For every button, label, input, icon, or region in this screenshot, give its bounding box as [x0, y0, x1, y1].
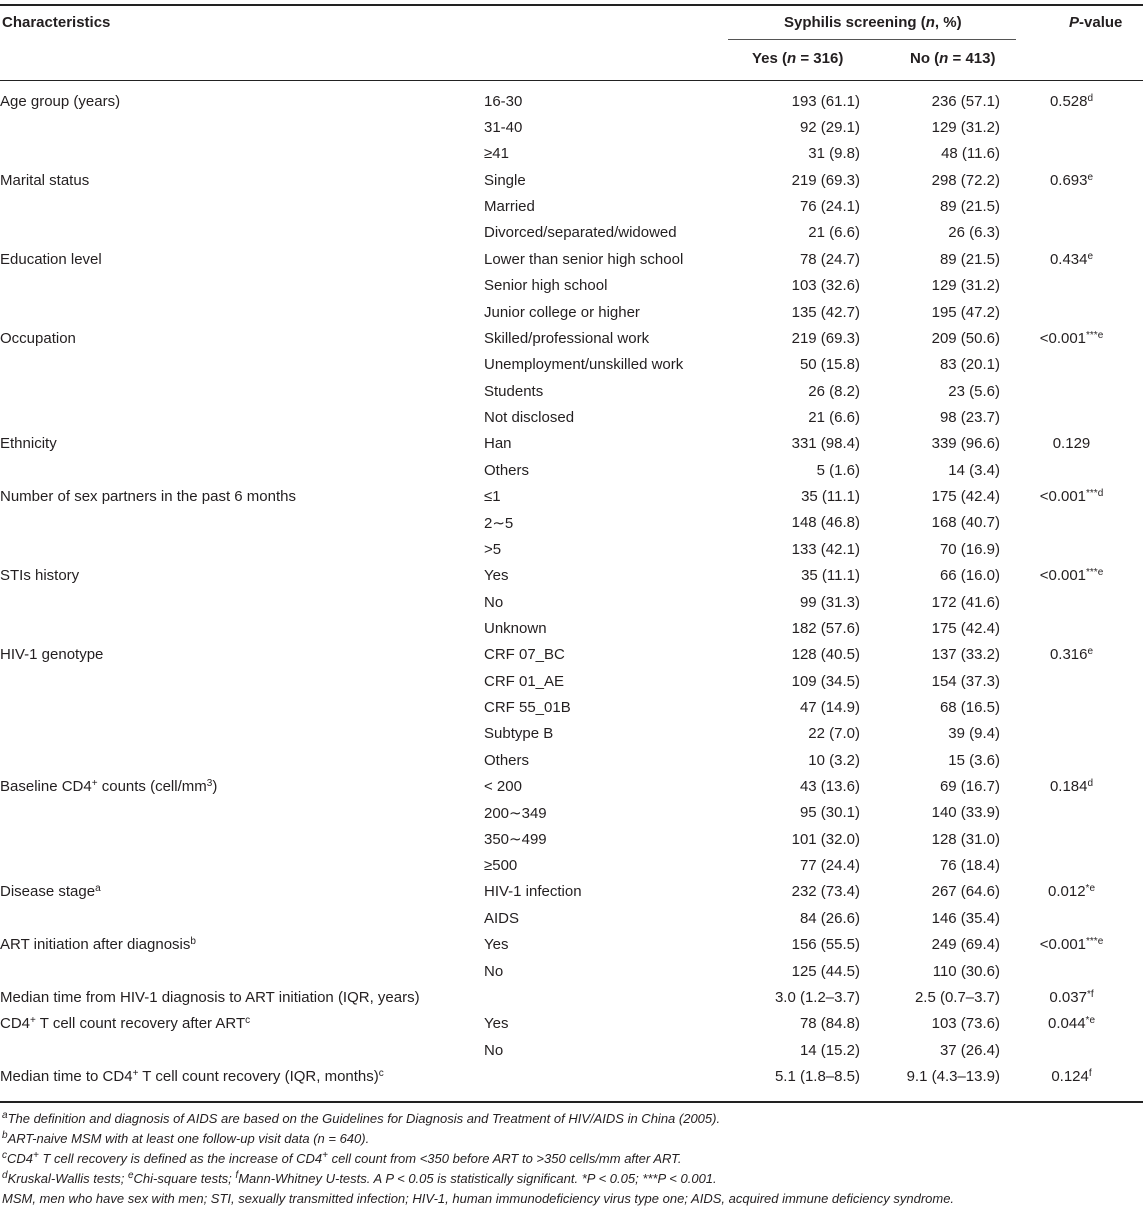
- table-row: [0, 220, 1143, 246]
- table-row: [0, 589, 1143, 615]
- cell-p-value: [1000, 141, 1143, 167]
- table-row: [0, 536, 1143, 562]
- table-row: [0, 747, 1143, 773]
- cell-category: ≥41: [484, 145, 509, 163]
- cell-no: 103 (73.6): [931, 1015, 1000, 1033]
- cell-category: AIDS: [484, 909, 520, 927]
- cell-category: ≥500: [484, 857, 518, 875]
- cell-no: 146 (35.4): [931, 909, 1000, 927]
- table-row: [0, 457, 1143, 483]
- cell-category: Others: [484, 751, 530, 769]
- cell-no: 76 (18.4): [939, 857, 1000, 875]
- cell-no: 89 (21.5): [939, 198, 1000, 216]
- cell-no: 128 (31.0): [931, 830, 1000, 848]
- cell-yes: 5 (1.6): [816, 461, 860, 479]
- table-row: [0, 431, 1143, 457]
- cell-characteristic: Marital status: [0, 171, 90, 189]
- table-row: [0, 246, 1143, 272]
- cell-category: Students: [484, 382, 544, 400]
- table-row: [0, 905, 1143, 931]
- cell-no: 98 (23.7): [939, 408, 1000, 426]
- cell-category: Junior college or higher: [484, 303, 640, 321]
- header-yes-column: Yes (n = 316): [752, 50, 844, 67]
- cell-yes: 133 (42.1): [791, 540, 860, 558]
- cell-category: Single: [484, 171, 526, 189]
- cell-p-value: 0.693e: [1049, 171, 1094, 189]
- cell-yes: 35 (11.1): [801, 567, 860, 585]
- footnote: $^b$ART-naive MSM with at least one follow-up visit data (n = 640).: [2, 1130, 370, 1146]
- cell-p-value: [1000, 589, 1143, 615]
- cell-category: [484, 984, 728, 1010]
- cell-no: 83 (20.1): [939, 356, 1000, 374]
- header-p-value: P-value: [1069, 14, 1123, 31]
- cell-characteristic: Age group (years): [0, 92, 121, 110]
- table-row: [0, 800, 1143, 826]
- cell-category: Senior high school: [484, 277, 608, 295]
- cell-yes: 21 (6.6): [808, 408, 860, 426]
- cell-characteristic: [0, 193, 484, 219]
- cell-no: 110 (30.6): [932, 962, 1000, 980]
- cell-yes: 331 (98.4): [791, 435, 860, 453]
- cell-characteristic: [0, 694, 484, 720]
- cell-characteristic: [0, 352, 484, 378]
- cell-category: ≤1: [484, 488, 501, 506]
- cell-category: Subtype B: [484, 725, 554, 743]
- cell-characteristic: [0, 1037, 484, 1063]
- table-row: [0, 193, 1143, 219]
- cell-characteristic: ART initiation after diagnosis$^b$: [0, 936, 196, 954]
- cell-no: 89 (21.5): [939, 250, 1000, 268]
- cell-characteristic: [0, 826, 484, 852]
- cell-characteristic: [0, 958, 484, 984]
- cell-yes: 14 (15.2): [799, 1041, 860, 1059]
- cell-yes: 5.1 (1.8–8.5): [774, 1067, 860, 1085]
- header-characteristics: Characteristics: [2, 14, 111, 31]
- table-row: [0, 932, 1143, 958]
- cell-p-value: [1000, 668, 1143, 694]
- cell-category: Skilled/professional work: [484, 329, 650, 347]
- cell-category: CRF 07_BC: [484, 646, 565, 664]
- cell-no: 137 (33.2): [931, 646, 1000, 664]
- cell-category: Yes: [484, 936, 509, 954]
- table-row: [0, 562, 1143, 588]
- cell-yes: 109 (34.5): [791, 672, 860, 690]
- cell-category: 31-40: [484, 119, 523, 137]
- cell-no: 26 (6.3): [948, 224, 1000, 242]
- cell-characteristic: [0, 852, 484, 878]
- cell-yes: 182 (57.6): [791, 619, 860, 637]
- cell-characteristic: [0, 299, 484, 325]
- table-row: [0, 1037, 1143, 1063]
- table-row: [0, 299, 1143, 325]
- cell-yes: 77 (24.4): [799, 857, 860, 875]
- cell-p-value: $<0.001^{***e}$: [1039, 567, 1104, 585]
- table-row: [0, 273, 1143, 299]
- table-row: [0, 879, 1143, 905]
- cell-no: 68 (16.5): [939, 698, 1000, 716]
- cell-yes: 128 (40.5): [791, 646, 860, 664]
- cell-yes: 10 (3.2): [808, 751, 860, 769]
- cell-yes: 22 (7.0): [808, 725, 860, 743]
- group-subrule: [728, 39, 1016, 40]
- table-row: [0, 88, 1143, 114]
- cell-characteristic: Ethnicity: [0, 435, 57, 453]
- cell-p-value: [1000, 114, 1143, 140]
- header-rule: [0, 80, 1143, 81]
- cell-p-value: [1000, 193, 1143, 219]
- cell-category: Unemployment/unskilled work: [484, 356, 684, 374]
- cell-yes: 103 (32.6): [791, 277, 860, 295]
- table-row: [0, 642, 1143, 668]
- cell-yes: 3.0 (1.2–3.7): [774, 988, 860, 1006]
- cell-characteristic: [0, 378, 484, 404]
- cell-characteristic: [0, 668, 484, 694]
- cell-category: < 200: [484, 778, 522, 796]
- cell-characteristic: Education level: [0, 250, 102, 268]
- footnote: $^a$The definition and diagnosis of AIDS are based on the Guidelines for Diagnosis and Treatment of HIV/AIDS in China (2005).: [2, 1110, 721, 1126]
- cell-yes: 84 (26.6): [799, 909, 860, 927]
- cell-no: 339 (96.6): [931, 435, 1000, 453]
- footnote: MSM, men who have sex with men; STI, sexually transmitted infection; HIV-1, human immunodeficiency virus type one; AIDS, acquired immune deficiency syndrome.: [2, 1191, 955, 1206]
- cell-p-value: $<0.001^{***e}$: [1039, 936, 1104, 954]
- table-row: [0, 694, 1143, 720]
- cell-category: 350∼499: [484, 831, 547, 849]
- cell-characteristic: [0, 747, 484, 773]
- cell-p-value: [1000, 510, 1143, 536]
- cell-yes: 50 (15.8): [799, 356, 860, 374]
- table-row: [0, 984, 1143, 1010]
- cell-characteristic: [0, 536, 484, 562]
- cell-category: Others: [484, 461, 530, 479]
- cell-characteristic: [0, 220, 484, 246]
- cell-yes: 125 (44.5): [791, 962, 860, 980]
- cell-p-value: [1000, 905, 1143, 931]
- cell-yes: 78 (84.8): [799, 1015, 860, 1033]
- cell-p-value: 0.129: [1052, 435, 1091, 453]
- cell-p-value: $<0.001^{***e}$: [1039, 329, 1104, 347]
- top-rule: [0, 4, 1143, 6]
- cell-category: Lower than senior high school: [484, 250, 684, 268]
- cell-p-value: [1000, 800, 1143, 826]
- cell-characteristic: [0, 510, 484, 536]
- cell-p-value: 0.012$^{*e}$: [1048, 883, 1095, 901]
- cell-no: 140 (33.9): [931, 804, 1000, 822]
- cell-category: CRF 55_01B: [484, 698, 571, 716]
- cell-no: 298 (72.2): [931, 171, 1000, 189]
- cell-no: 15 (3.6): [948, 751, 1000, 769]
- cell-p-value: [1000, 536, 1143, 562]
- cell-no: 37 (26.4): [939, 1041, 1000, 1059]
- cell-p-value: [1000, 694, 1143, 720]
- cell-characteristic: Number of sex partners in the past 6 months: [0, 488, 296, 506]
- cell-yes: 21 (6.6): [808, 224, 860, 242]
- cell-no: 154 (37.3): [931, 672, 1000, 690]
- cell-yes: 101 (32.0): [791, 830, 860, 848]
- cell-yes: 99 (31.3): [799, 593, 860, 611]
- cell-p-value: 0.316e: [1049, 646, 1094, 664]
- cell-characteristic: [0, 404, 484, 430]
- table-row: [0, 615, 1143, 641]
- cell-category: No: [484, 962, 504, 980]
- cell-yes: 35 (11.1): [801, 488, 860, 506]
- cell-p-value: [1000, 457, 1143, 483]
- cell-p-value: [1000, 747, 1143, 773]
- cell-no: 14 (3.4): [948, 461, 1000, 479]
- cell-category: Divorced/separated/widowed: [484, 224, 677, 242]
- cell-yes: 148 (46.8): [791, 514, 860, 532]
- cell-no: 195 (47.2): [931, 303, 1000, 321]
- cell-no: 39 (9.4): [948, 725, 1000, 743]
- cell-no: 23 (5.6): [948, 382, 1000, 400]
- cell-category: No: [484, 593, 504, 611]
- cell-no: 236 (57.1): [931, 92, 1000, 110]
- cell-yes: 26 (8.2): [808, 382, 860, 400]
- cell-yes: 31 (9.8): [808, 145, 860, 163]
- cell-p-value: [1000, 826, 1143, 852]
- cell-characteristic: CD4+ T cell count recovery after ART$^c$: [0, 1015, 251, 1033]
- cell-category: 2∼5: [484, 514, 514, 532]
- cell-characteristic: Baseline CD4+ counts $(cell/mm^3)$: [0, 778, 218, 796]
- cell-category: 16-30: [484, 92, 523, 110]
- cell-no: 168 (40.7): [931, 514, 1000, 532]
- table-row: [0, 404, 1143, 430]
- cell-characteristic: [0, 273, 484, 299]
- cell-category: >5: [484, 540, 502, 558]
- cell-p-value: [1000, 299, 1143, 325]
- data-table: [0, 88, 1143, 1090]
- bottom-rule: [0, 1101, 1143, 1103]
- cell-category: Unknown: [484, 619, 547, 637]
- table-row: [0, 1063, 1143, 1089]
- table-row: [0, 141, 1143, 167]
- cell-characteristic: STIs history: [0, 567, 80, 585]
- cell-no: 267 (64.6): [931, 883, 1000, 901]
- table-row: [0, 167, 1143, 193]
- cell-category: No: [484, 1041, 504, 1059]
- cell-no: 209 (50.6): [931, 329, 1000, 347]
- cell-no: 66 (16.0): [939, 567, 1000, 585]
- cell-characteristic: [0, 800, 484, 826]
- table-row: [0, 852, 1143, 878]
- cell-characteristic: [0, 721, 484, 747]
- cell-characteristic: [0, 615, 484, 641]
- cell-yes: 78 (24.7): [799, 250, 860, 268]
- cell-p-value: 0.124$^f$: [1051, 1067, 1092, 1085]
- cell-yes: 135 (42.7): [791, 303, 860, 321]
- cell-no: 9.1 (4.3–13.9): [906, 1067, 1000, 1085]
- cell-no: 2.5 (0.7–3.7): [914, 988, 1000, 1006]
- cell-characteristic: [0, 589, 484, 615]
- table-row: [0, 826, 1143, 852]
- cell-p-value: 0.184$^d$: [1049, 778, 1094, 796]
- cell-p-value: $<0.001^{***d}$: [1039, 488, 1104, 506]
- header-syphilis-screening: Syphilis screening (n, %): [784, 14, 962, 31]
- cell-category: 200∼349: [484, 804, 547, 822]
- cell-no: 48 (11.6): [941, 145, 1000, 163]
- cell-category: [484, 1063, 728, 1089]
- header-no-column: No (n = 413): [910, 50, 996, 67]
- cell-no: 129 (31.2): [931, 119, 1000, 137]
- table-row: [0, 483, 1143, 509]
- cell-yes: 193 (61.1): [791, 92, 860, 110]
- cell-no: 70 (16.9): [939, 540, 1000, 558]
- table-row: [0, 668, 1143, 694]
- cell-characteristic: [0, 457, 484, 483]
- cell-p-value: [1000, 721, 1143, 747]
- cell-characteristic: Median time from HIV-1 diagnosis to ART initiation (IQR, years): [0, 988, 420, 1006]
- cell-category: CRF 01_AE: [484, 672, 565, 690]
- table-row: [0, 325, 1143, 351]
- cell-yes: 76 (24.1): [799, 198, 860, 216]
- footnote: $^c$CD4+ T cell recovery is defined as the increase of CD4+ cell count from <350 before ART to >350 cells/mm after ART.: [2, 1150, 682, 1166]
- cell-no: 175 (42.4): [931, 488, 1000, 506]
- cell-p-value: [1000, 273, 1143, 299]
- cell-p-value: 0.528$^d$: [1049, 92, 1094, 110]
- cell-category: Yes: [484, 1015, 509, 1033]
- cell-p-value: [1000, 1037, 1143, 1063]
- cell-category: HIV-1 infection: [484, 883, 582, 901]
- footnote: $^d$Kruskal-Wallis tests; $^e$Chi-square tests; $^f$Mann-Whitney U-tests. A P < 0.05 is statistically significant. *P < 0.05; ***P < 0.001.: [2, 1170, 717, 1186]
- cell-no: 69 (16.7): [939, 778, 1000, 796]
- cell-p-value: [1000, 615, 1143, 641]
- cell-characteristic: Occupation: [0, 329, 76, 347]
- cell-category: Han: [484, 435, 512, 453]
- cell-p-value: [1000, 404, 1143, 430]
- cell-yes: 43 (13.6): [799, 778, 860, 796]
- cell-characteristic: Disease stage$^a$: [0, 883, 101, 901]
- cell-category: Yes: [484, 567, 509, 585]
- cell-category: Not disclosed: [484, 408, 575, 426]
- table-row: [0, 352, 1143, 378]
- cell-category: Married: [484, 198, 535, 216]
- table-row: [0, 958, 1143, 984]
- cell-characteristic: [0, 114, 484, 140]
- cell-p-value: 0.434e: [1049, 250, 1094, 268]
- cell-characteristic: HIV-1 genotype: [0, 646, 104, 664]
- cell-p-value: [1000, 958, 1143, 984]
- cell-yes: 219 (69.3): [791, 171, 860, 189]
- cell-yes: 232 (73.4): [791, 883, 860, 901]
- table-row: [0, 773, 1143, 799]
- table-row: [0, 1011, 1143, 1037]
- cell-yes: 92 (29.1): [799, 119, 860, 137]
- cell-no: 129 (31.2): [931, 277, 1000, 295]
- cell-p-value: [1000, 378, 1143, 404]
- table-row: [0, 721, 1143, 747]
- cell-yes: 95 (30.1): [799, 804, 860, 822]
- cell-p-value: [1000, 220, 1143, 246]
- cell-characteristic: [0, 141, 484, 167]
- cell-p-value: [1000, 852, 1143, 878]
- cell-p-value: 0.044$^{*e}$: [1048, 1015, 1095, 1033]
- table-row: [0, 114, 1143, 140]
- cell-no: 249 (69.4): [931, 936, 1000, 954]
- cell-yes: 156 (55.5): [791, 936, 860, 954]
- cell-p-value: 0.037$^{*f}$: [1049, 988, 1094, 1006]
- cell-characteristic: [0, 905, 484, 931]
- cell-no: 172 (41.6): [931, 593, 1000, 611]
- table-row: [0, 378, 1143, 404]
- cell-yes: 47 (14.9): [799, 698, 860, 716]
- table-row: [0, 510, 1143, 536]
- cell-yes: 219 (69.3): [791, 329, 860, 347]
- cell-characteristic: Median time to CD4+ T cell count recovery (IQR, months)$^c$: [0, 1067, 384, 1085]
- cell-p-value: [1000, 352, 1143, 378]
- cell-no: 175 (42.4): [931, 619, 1000, 637]
